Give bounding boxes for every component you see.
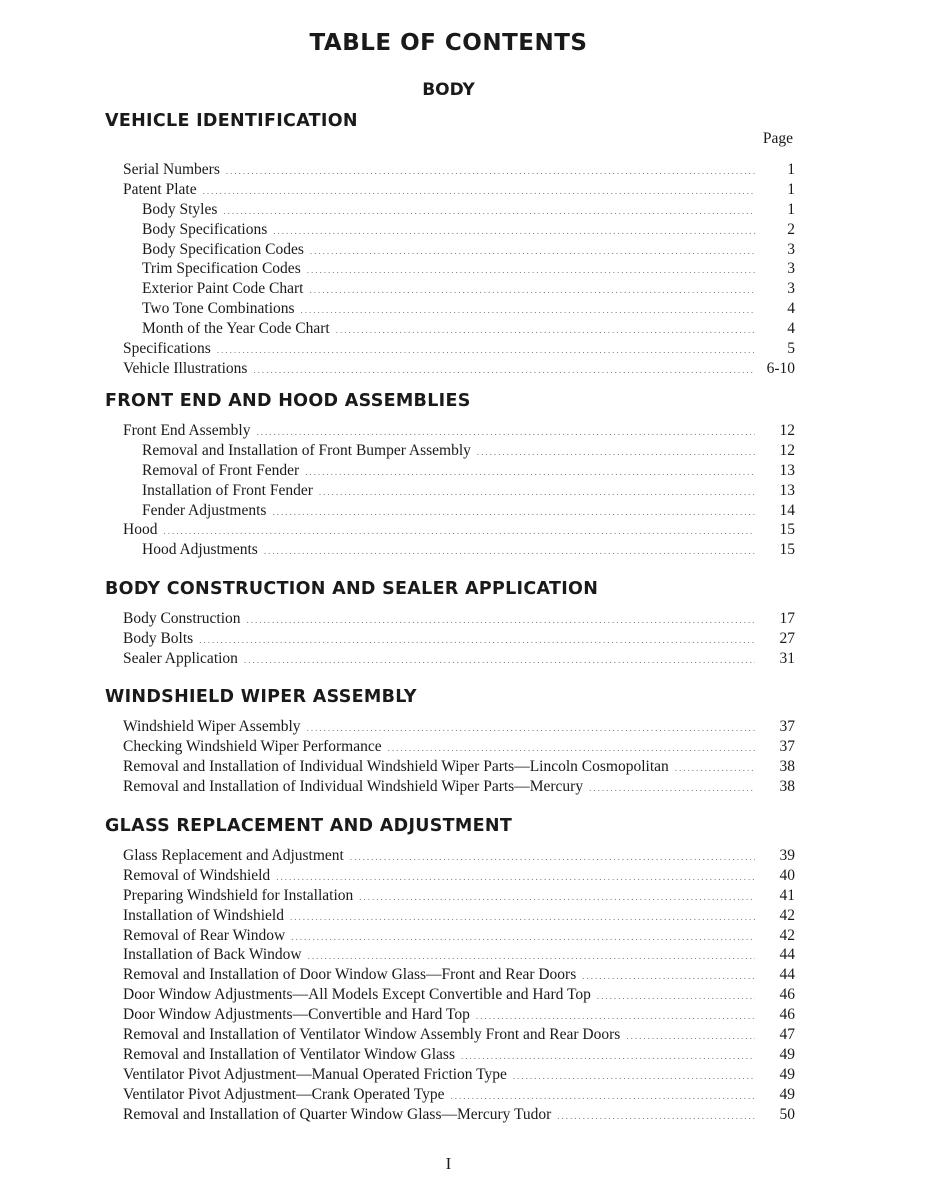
toc-entry: [105, 339, 795, 359]
section-title: FRONT END AND HOOD ASSEMBLIES: [105, 391, 471, 411]
dot-leader: [217, 341, 755, 361]
toc-entry-label: Door Window Adjustments—All Models Except Convertible and Hard Top: [123, 986, 591, 1004]
dot-leader: [626, 1027, 755, 1047]
toc-entries: [105, 160, 795, 379]
dot-leader: [310, 242, 755, 262]
toc-entry-label: Removal of Rear Window: [123, 926, 286, 944]
toc-entry: [105, 777, 795, 797]
toc-entry: [105, 1045, 795, 1065]
toc-entry-page: 4: [787, 300, 795, 318]
toc-entry-page: 40: [779, 866, 795, 884]
toc-entry: [105, 906, 795, 926]
toc-entry-page: 12: [779, 422, 795, 439]
section-body-construction: [105, 578, 795, 669]
toc-entry: [105, 540, 795, 560]
toc-entry-label: Removal and Installation of Individual Windshield Wiper Parts—Lincoln Cosmopolitan: [123, 757, 669, 775]
toc-entry-page: 1: [787, 180, 795, 198]
dot-leader: [273, 222, 755, 242]
toc-entry-page: 39: [779, 847, 795, 864]
toc-entry: [105, 965, 795, 985]
toc-entry-page: 38: [779, 757, 795, 775]
toc-entry-page: 3: [787, 260, 795, 278]
toc-entry-label: Month of the Year Code Chart: [142, 320, 330, 338]
toc-entry-label: Glass Replacement and Adjustment: [123, 847, 344, 864]
dot-leader: [336, 321, 755, 341]
toc-entry: [105, 319, 795, 339]
toc-entry-page: 6-10: [766, 359, 795, 377]
toc-entry-page: 37: [779, 737, 795, 755]
dot-leader: [557, 1107, 755, 1127]
toc-entry-page: 17: [779, 610, 795, 627]
toc-entry-label: Removal of Front Fender: [142, 461, 300, 479]
toc-entry: [105, 737, 795, 757]
dot-leader: [199, 631, 755, 651]
toc-entry: [105, 1105, 795, 1125]
section-title: WINDSHIELD WIPER ASSEMBLY: [105, 687, 417, 707]
toc-entry-page: 46: [779, 1006, 795, 1024]
page-column-label: Page: [762, 130, 793, 147]
toc-entry-page: 44: [779, 966, 795, 984]
toc-entry-label: Patent Plate: [123, 180, 197, 198]
section-windshield-wiper: [105, 686, 795, 797]
dot-leader: [291, 928, 755, 948]
toc-entry-page: 3: [787, 280, 795, 298]
toc-entry: [105, 886, 795, 906]
toc-entry-label: Checking Windshield Wiper Performance: [123, 737, 382, 755]
toc-entry-label: Removal and Installation of Front Bumper Assembly: [142, 441, 471, 459]
dot-leader: [307, 261, 755, 281]
toc-entry: [105, 1065, 795, 1085]
toc-entry: [105, 520, 795, 540]
dot-leader: [301, 301, 755, 321]
toc-entry-label: Door Window Adjustments—Convertible and Hard Top: [123, 1006, 470, 1024]
toc-entry-label: Specifications: [123, 340, 211, 358]
dot-leader: [203, 182, 755, 202]
toc-entry: [105, 279, 795, 299]
toc-entry: [105, 945, 795, 965]
toc-entries: [105, 421, 795, 560]
dot-leader: [477, 443, 755, 463]
dot-leader: [223, 202, 755, 222]
toc-entry-page: 49: [779, 1085, 795, 1103]
section-title: GLASS REPLACEMENT AND ADJUSTMENT: [105, 816, 513, 836]
toc-entry-label: Installation of Front Fender: [142, 481, 313, 499]
toc-entry: [105, 421, 795, 441]
toc-entry-page: 13: [779, 461, 795, 479]
dot-leader: [244, 651, 755, 671]
dot-leader: [247, 611, 755, 631]
toc-entries: [105, 609, 795, 669]
toc-entry-page: 50: [779, 1105, 795, 1123]
toc-entry-page: 38: [779, 777, 795, 795]
toc-entry: [105, 629, 795, 649]
toc-entry-label: Installation of Windshield: [123, 906, 284, 924]
toc-entry-page: 44: [779, 946, 795, 964]
toc-entry-label: Preparing Windshield for Installation: [123, 886, 354, 904]
toc-entry-label: Body Bolts: [123, 629, 194, 647]
toc-entry-page: 14: [779, 501, 795, 519]
toc-entry: [105, 985, 795, 1005]
toc-entry: [105, 259, 795, 279]
toc-entry-page: 5: [787, 340, 795, 358]
toc-entry-label: Fender Adjustments: [142, 501, 267, 519]
dot-leader: [675, 759, 755, 779]
section-vehicle-identification: [105, 110, 795, 379]
toc-entry-label: Windshield Wiper Assembly: [123, 718, 301, 735]
toc-entry-page: 12: [779, 441, 795, 459]
toc-entry: [105, 501, 795, 521]
toc-entry: [105, 240, 795, 260]
toc-entry-page: 4: [787, 320, 795, 338]
toc-entry: [105, 757, 795, 777]
toc-entry: [105, 926, 795, 946]
toc-entry-label: Front End Assembly: [123, 422, 251, 439]
section-front-end-hood: [105, 390, 795, 560]
dot-leader: [309, 281, 755, 301]
toc-entry: [105, 649, 795, 669]
dot-leader: [272, 503, 755, 523]
toc-entry-page: 15: [779, 521, 795, 539]
toc-entry: [105, 220, 795, 240]
toc-entry-page: 31: [779, 649, 795, 667]
toc-entry-label: Trim Specification Codes: [142, 260, 301, 278]
toc-entry-page: 37: [779, 718, 795, 735]
toc-entry-page: 42: [779, 906, 795, 924]
footer-page-number: I: [445, 1154, 452, 1173]
toc-entry-label: Two Tone Combinations: [142, 300, 295, 318]
toc-entry-page: 49: [779, 1045, 795, 1063]
toc-entry-label: Hood: [123, 521, 158, 539]
toc-entry-label: Serial Numbers: [123, 161, 220, 178]
dot-leader: [226, 162, 755, 182]
toc-entry: [105, 160, 795, 180]
toc-entry-label: Removal of Windshield: [123, 866, 271, 884]
toc-entry-label: Body Specification Codes: [142, 240, 304, 258]
toc-entry-label: Removal and Installation of Quarter Window Glass—Mercury Tudor: [123, 1105, 552, 1123]
toc-entry: [105, 481, 795, 501]
toc-entry-label: Hood Adjustments: [142, 541, 258, 559]
toc-entry-page: 15: [779, 541, 795, 559]
toc-entry-label: Removal and Installation of Individual Windshield Wiper Parts—Mercury: [123, 777, 584, 795]
toc-entry-label: Removal and Installation of Door Window Glass—Front and Rear Doors: [123, 966, 577, 984]
toc-title: TABLE OF CONTENTS: [309, 30, 588, 56]
toc-entry-label: Removal and Installation of Ventilator Window Assembly Front and Rear Doors: [123, 1026, 621, 1044]
toc-entry-page: 2: [787, 220, 795, 238]
toc-subtitle: BODY: [422, 80, 475, 100]
toc-entry: [105, 1005, 795, 1025]
dot-leader: [290, 908, 755, 928]
toc-entry: [105, 461, 795, 481]
toc-entry: [105, 717, 795, 737]
toc-entry-label: Vehicle Illustrations: [123, 359, 248, 377]
toc-entry-label: Ventilator Pivot Adjustment—Manual Operated Friction Type: [123, 1065, 507, 1083]
toc-entry: [105, 1025, 795, 1045]
toc-entry-label: Removal and Installation of Ventilator Window Glass: [123, 1045, 456, 1063]
toc-entry: [105, 441, 795, 461]
entries-spacer: [105, 141, 795, 160]
toc-entry: [105, 1085, 795, 1105]
toc-entries: [105, 717, 795, 797]
toc-entry: [105, 299, 795, 319]
toc-entry: [105, 866, 795, 886]
toc-entry-page: 46: [779, 986, 795, 1004]
dot-leader: [513, 1067, 755, 1087]
toc-entry-page: 41: [779, 886, 795, 904]
dot-leader: [359, 888, 755, 908]
toc-entry: [105, 609, 795, 629]
dot-leader: [597, 987, 755, 1007]
section-title: BODY CONSTRUCTION AND SEALER APPLICATION: [105, 579, 599, 599]
toc-entry: [105, 359, 795, 379]
section-glass-replacement: [105, 815, 795, 1124]
toc-entry-label: Body Styles: [142, 200, 218, 218]
toc-entry-page: 47: [779, 1026, 795, 1044]
toc-entry-label: Sealer Application: [123, 649, 238, 667]
dot-leader: [350, 848, 755, 868]
toc-entry-page: 1: [787, 161, 795, 178]
section-title: VEHICLE IDENTIFICATION: [105, 111, 358, 131]
toc-entry-page: 42: [779, 926, 795, 944]
toc-entry-page: 13: [779, 481, 795, 499]
toc-entry: [105, 846, 795, 866]
toc-entry-label: Body Construction: [123, 610, 241, 627]
toc-entry-page: 3: [787, 240, 795, 258]
toc-entry-page: 49: [779, 1065, 795, 1083]
toc-entry-label: Exterior Paint Code Chart: [142, 280, 304, 298]
dot-leader: [589, 779, 755, 799]
toc-entry: [105, 180, 795, 200]
toc-entry-page: 27: [779, 629, 795, 647]
dot-leader: [319, 483, 755, 503]
dot-leader: [305, 463, 755, 483]
toc-entry-label: Body Specifications: [142, 220, 268, 238]
toc-entries: [105, 846, 795, 1124]
dot-leader: [253, 361, 755, 381]
dot-leader: [582, 967, 755, 987]
toc-entry: [105, 200, 795, 220]
toc-entry-page: 1: [787, 200, 795, 218]
toc-entry-label: Ventilator Pivot Adjustment—Crank Operated Type: [123, 1085, 445, 1103]
dot-leader: [264, 542, 755, 562]
toc-entry-label: Installation of Back Window: [123, 946, 302, 964]
